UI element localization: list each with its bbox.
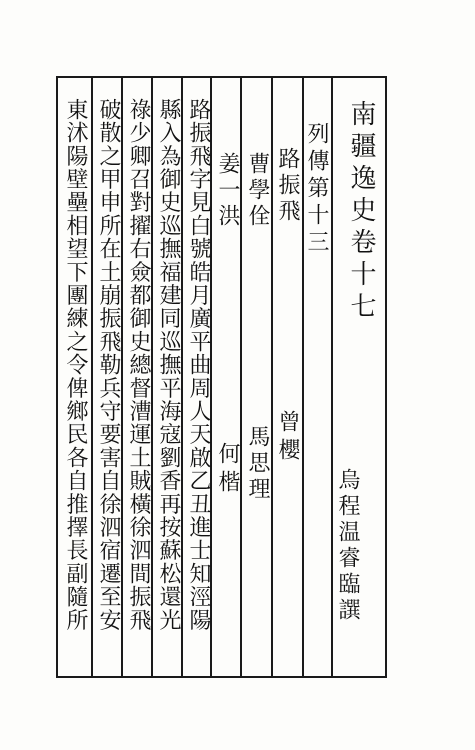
body-text-line: 東沭陽壁壘相望下團練之令俾鄉民各自推擇長副隨所	[63, 98, 88, 632]
body-text-line: 祿少卿召對擢右僉都御史總督漕運土賊橫徐泗間振飛	[126, 98, 151, 632]
biography-name: 姜一洪	[215, 152, 240, 230]
body-text-line: 破散之甲申所在土崩振飛勒兵守要害自徐泗宿遷至安	[96, 98, 121, 632]
body-text-line: 路振飛字見白號皓月廣平曲周人天啟乙丑進士知涇陽	[186, 98, 211, 632]
biography-name: 曾櫻	[275, 410, 300, 466]
body-text-line: 縣入為御史巡撫福建同巡撫平海寇劉香再按蘇松還光	[156, 98, 181, 632]
biography-name: 何楷	[215, 442, 240, 498]
chapter-heading: 列傳第十三	[304, 122, 329, 257]
biography-name: 路振飛	[275, 147, 300, 225]
editor-attribution: 烏程温睿臨譔	[335, 468, 360, 624]
volume-title: 南疆逸史卷十七	[346, 100, 376, 324]
biography-name: 曹學佺	[245, 152, 270, 230]
biography-name: 馬思理	[245, 425, 270, 503]
